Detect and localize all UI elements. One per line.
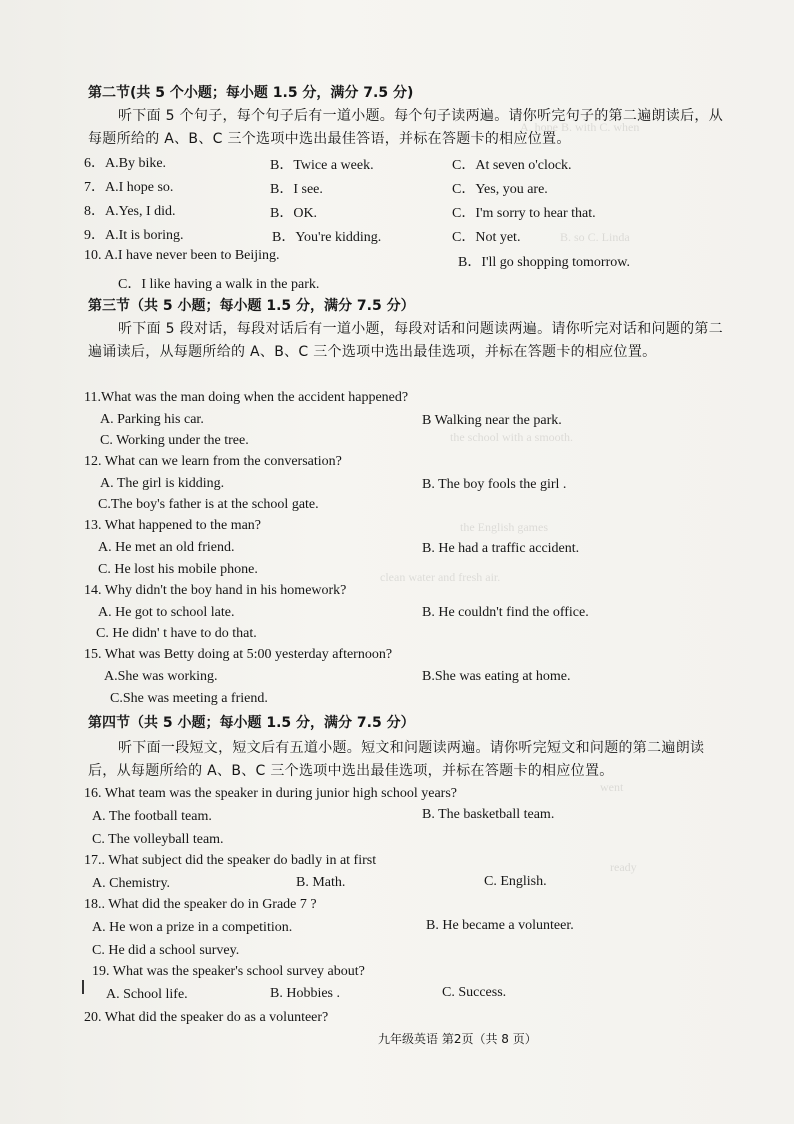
q15-option-c: C.She was meeting a friend. <box>110 691 268 706</box>
q8-option-b: B．OK. <box>270 206 318 221</box>
q7-option-a: 7．A.I hope so. <box>84 180 174 195</box>
bleed-through-text: went <box>600 780 624 794</box>
q6-option-a: 6．A.By bike. <box>84 156 167 171</box>
q17-option-b: B. Math. <box>296 875 346 890</box>
q19-option-a: A. School life. <box>106 987 188 1002</box>
bleed-through-text: clean water and fresh air. <box>380 570 501 584</box>
q12-option-c: C.The boy's father is at the school gate. <box>98 497 319 512</box>
q15-option-b: B.She was eating at home. <box>422 669 571 684</box>
q18-option-c: C. He did a school survey. <box>92 943 240 958</box>
q12-question: 12. What can we learn from the conversation? <box>84 454 342 469</box>
q13-option-a: A. He met an old friend. <box>98 540 235 555</box>
q14-option-c: C. He didn' t have to do that. <box>96 626 257 641</box>
q6-option-b: B．Twice a week. <box>270 158 374 173</box>
q19-option-c: C. Success. <box>442 985 507 1000</box>
section2-header: 第二节(共 5 个小题；每小题 1.5 分，满分 7.5 分) <box>88 85 414 101</box>
q11-option-b: B Walking near the park. <box>422 413 562 428</box>
section2-instruction: 听下面 5 个句子，每个句子后有一道小题。每个句子读两遍。请你听完句子的第二遍朗读后，从每题所给的 A、B、C 三个选项中选出最佳答语，并标在答题卡的相应位置。 <box>88 108 724 147</box>
q13-question: 13. What happened to the man? <box>84 518 262 533</box>
section3-instruction: 听下面 5 段对话，每段对话后有一道小题，每段对话和问题读两遍。请你听完对话和问题的第二遍诵读后，从每题所给的 A、B、C 三个选项中选出最佳选项，并标在答题卡的相应位置。 <box>88 321 724 360</box>
bleed-through-text: B. so C. Linda <box>560 230 630 244</box>
q17-question: 17.. What subject did the speaker do badly in at first <box>84 853 377 868</box>
q13-option-c: C. He lost his mobile phone. <box>98 562 258 577</box>
q11-question: 11.What was the man doing when the accident happened? <box>84 390 409 405</box>
q16-option-a: A. The football team. <box>92 809 212 824</box>
q9-option-b: B．You're kidding. <box>272 230 382 245</box>
q12-option-a: A. The girl is kidding. <box>100 476 225 491</box>
q11-option-a: A. Parking his car. <box>100 412 204 427</box>
q9-option-a: 9．A.It is boring. <box>84 228 184 243</box>
section4-header: 第四节（共 5 小题；每小题 1.5 分，满分 7.5 分） <box>88 715 415 731</box>
q17-option-a: A. Chemistry. <box>92 876 171 891</box>
q11-option-c: C. Working under the tree. <box>100 433 249 448</box>
q18-option-b: B. He became a volunteer. <box>426 918 574 933</box>
q10-option-b: B．I'll go shopping tomorrow. <box>458 255 630 270</box>
q18-question: 18.. What did the speaker do in Grade 7 ? <box>84 897 317 912</box>
q17-option-c: C. English. <box>484 874 547 889</box>
bleed-through-text: the English games <box>460 520 548 534</box>
q6-option-c: C．At seven o'clock. <box>452 158 572 173</box>
q16-option-c: C. The volleyball team. <box>92 832 224 847</box>
q15-option-a: A.She was working. <box>104 669 218 684</box>
q13-option-b: B. He had a traffic accident. <box>422 541 580 556</box>
q19-question: 19. What was the speaker's school survey about? <box>92 964 365 979</box>
bleed-through-text: A. hope B. with C. when <box>520 120 640 134</box>
q14-option-b: B. He couldn't find the office. <box>422 605 589 620</box>
section3-header: 第三节（共 5 小题；每小题 1.5 分，满分 7.5 分） <box>88 298 415 314</box>
page-footer: 九年级英语 第2页（共 8 页） <box>378 1032 537 1046</box>
q10-option-a: 10. A.I have never been to Beijing. <box>84 248 280 263</box>
q8-option-a: 8．A.Yes, I did. <box>84 204 176 219</box>
q20-question: 20. What did the speaker do as a volunteer? <box>84 1010 329 1025</box>
q14-option-a: A. He got to school late. <box>98 605 235 620</box>
bleed-through-text: ready <box>610 860 637 874</box>
q7-option-c: C．Yes, you are. <box>452 182 548 197</box>
section4-instruction: 听下面一段短文，短文后有五道小题。短文和问题读两遍。请你听完短文和问题的第二遍朗读后，从每题所给的 A、B、C 三个选项中选出最佳选项，并标在答题卡的相应位置。 <box>88 740 705 779</box>
q12-option-b: B. The boy fools the girl . <box>422 477 567 492</box>
q16-question: 16. What team was the speaker in during junior high school years? <box>84 786 457 801</box>
q9-option-c: C．Not yet. <box>452 230 521 245</box>
q10-option-c: C．I like having a walk in the park. <box>118 277 320 292</box>
bleed-through-text: the school with a smooth. <box>450 430 573 444</box>
q19-option-b: B. Hobbies . <box>270 986 340 1001</box>
q8-option-c: C．I'm sorry to hear that. <box>452 206 596 221</box>
q14-question: 14. Why didn't the boy hand in his homework? <box>84 583 347 598</box>
stray-pen-mark <box>82 980 84 994</box>
q15-question: 15. What was Betty doing at 5:00 yesterday afternoon? <box>84 647 393 662</box>
q7-option-b: B．I see. <box>270 182 323 197</box>
q18-option-a: A. He won a prize in a competition. <box>92 920 293 935</box>
q16-option-b: B. The basketball team. <box>422 807 555 822</box>
